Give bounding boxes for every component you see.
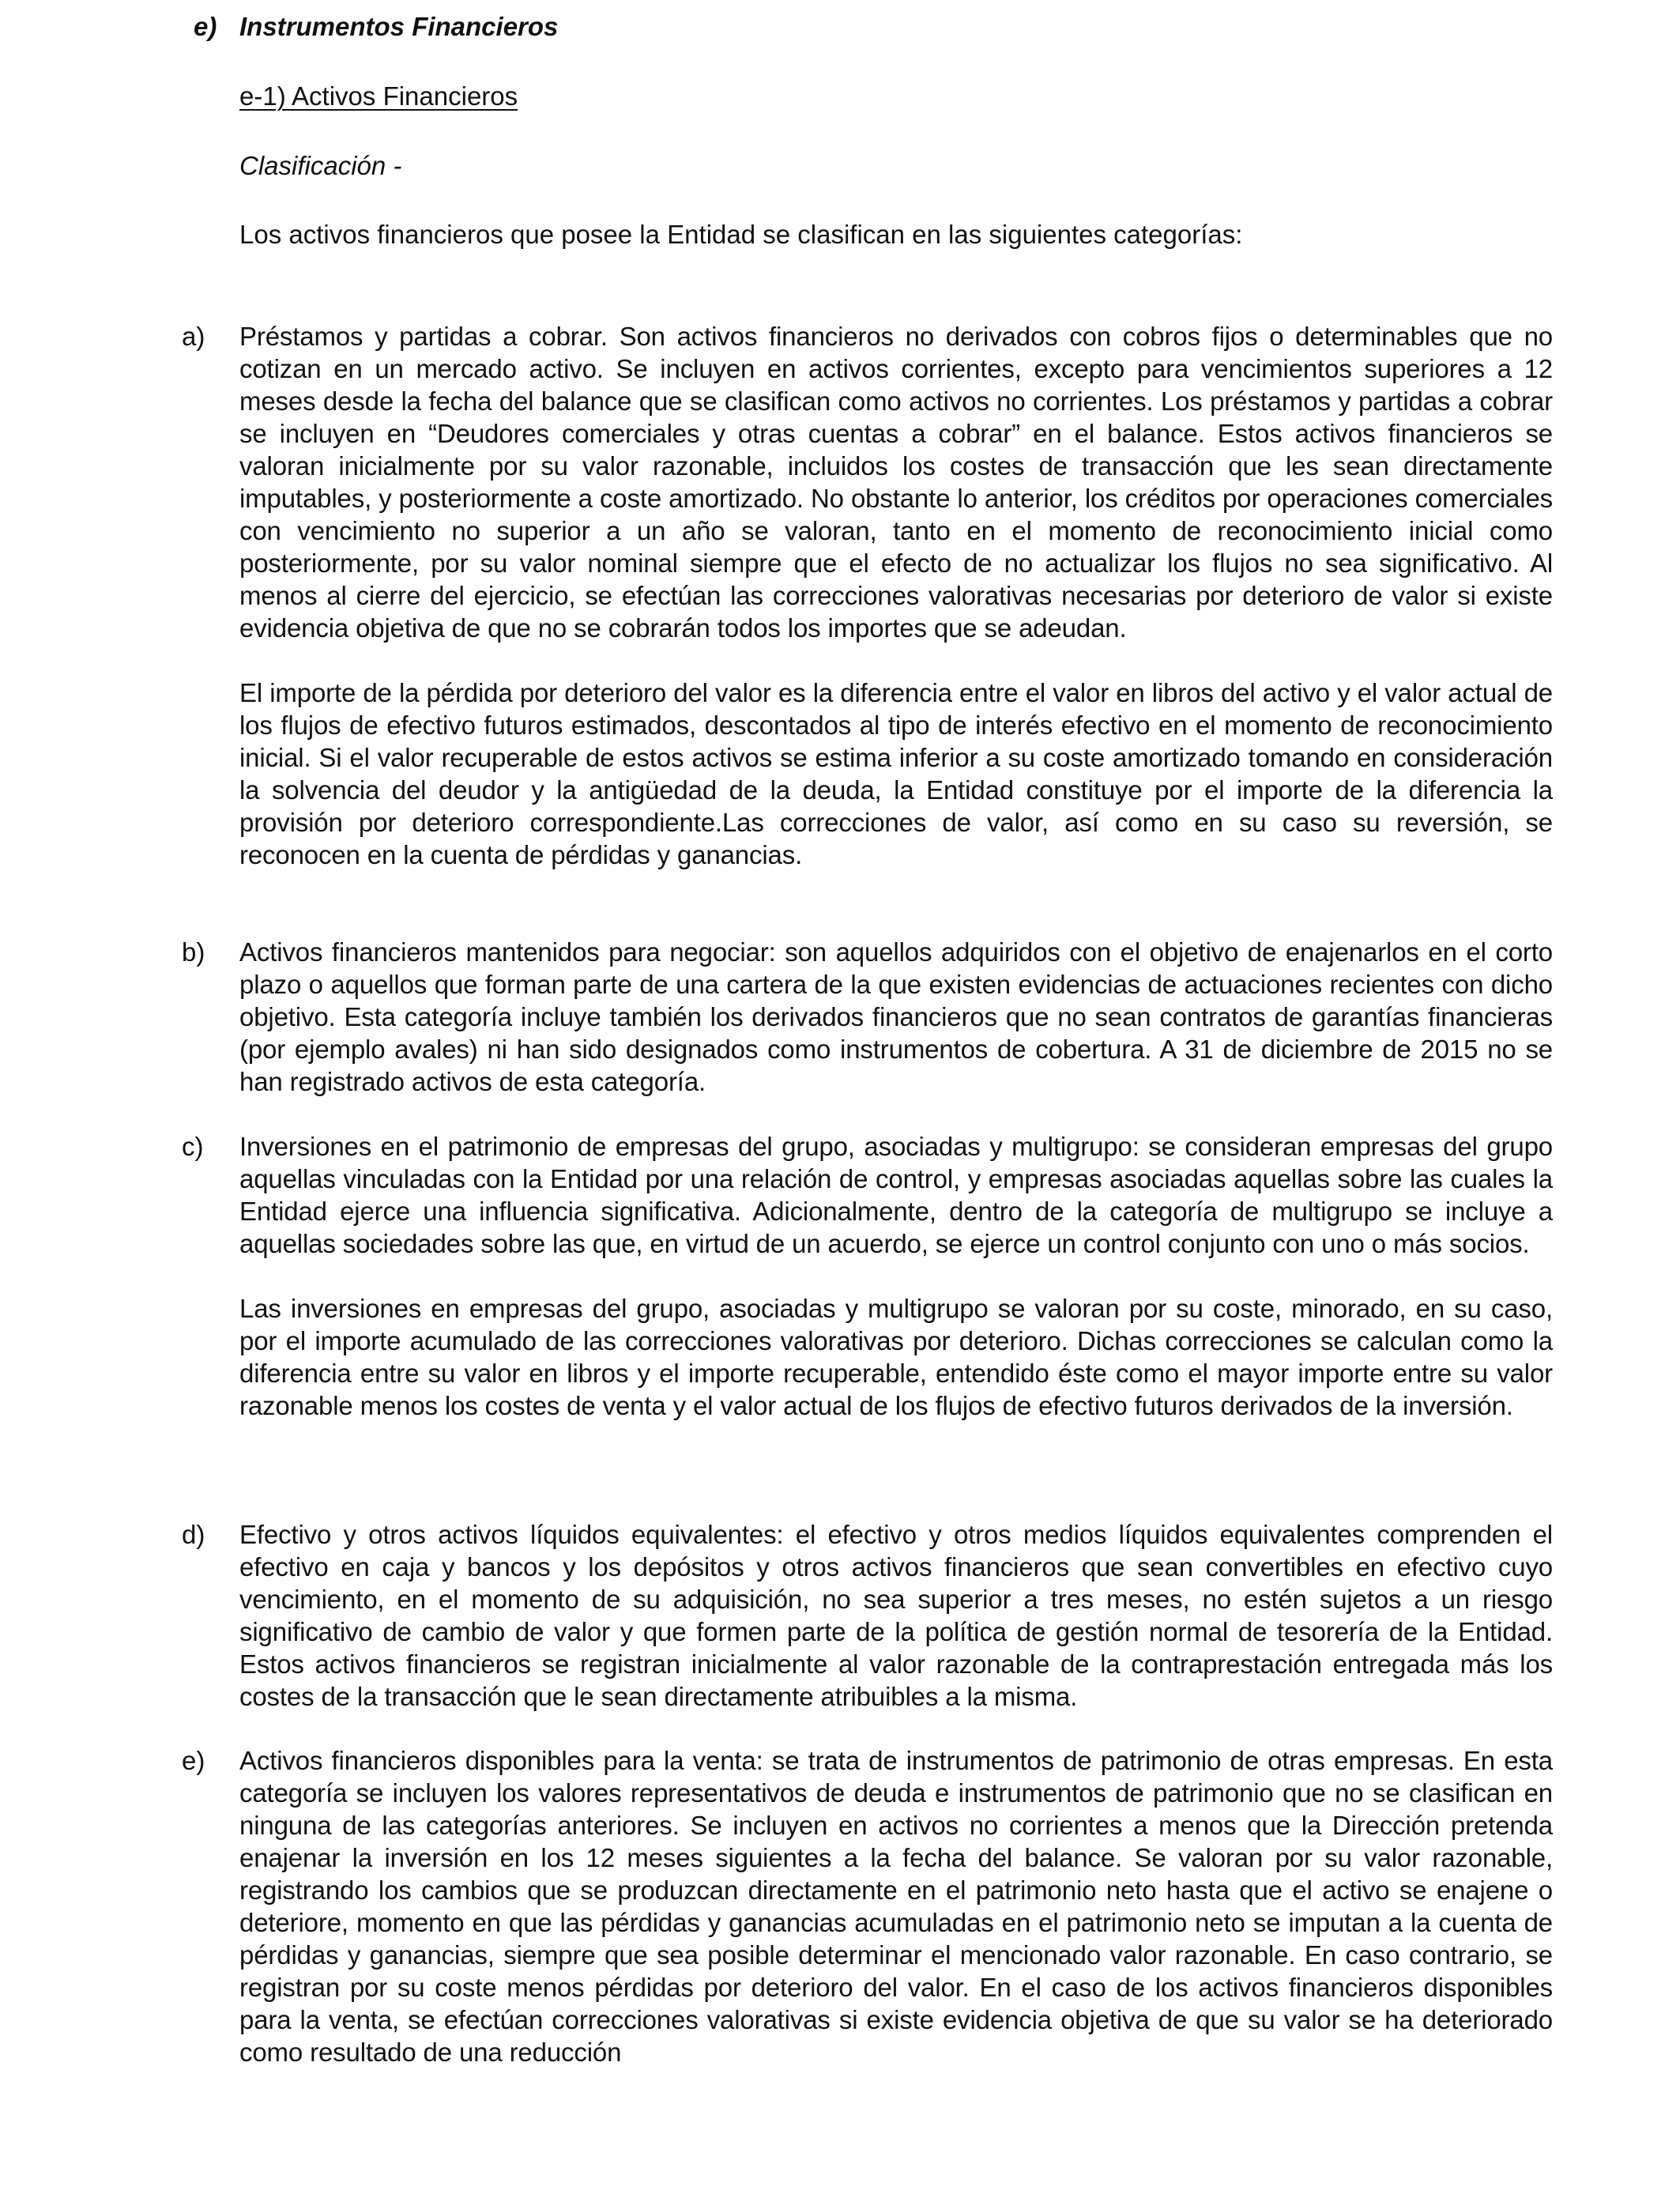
classification-label: Clasificación - (239, 151, 402, 180)
paragraph: Inversiones en el patrimonio de empresas del grupo, asociadas y multigrupo: se consideran empresas del grupo aquellas vinculadas con la Entidad por una relación de control, y empresas asociadas aquellas sobre las cuales la Entidad ejerce una influencia significativa. Adicionalmente, dentro de la categoría de multigrupo se incluye a aquellas sociedades sobre las que, en virtud de un acuerdo, se ejerce un control conjunto con uno o más socios. (239, 1132, 1553, 1258)
list-item-body (239, 1744, 1553, 2101)
list-item-body (239, 936, 1553, 1130)
section-title: Instrumentos Financieros (239, 12, 559, 41)
paragraph: Activos financieros disponibles para la venta: se trata de instrumentos de patrimonio de otras empresas. En esta categoría se incluyen los valores representativos de deuda e instrumentos de patrimonio que no se clasifican en ninguna de las categorías anteriores. Se incluyen en activos no corrientes a menos que la Dirección pretenda enajenar la inversión en los 12 meses siguientes a la fecha del balance. Se valoran por su valor razonable, registrando los cambios que se produzcan directamente en el patrimonio neto hasta que el activo se enajene o deteriore, momento en que las pérdidas y ganancias acumuladas en el patrimonio neto se imputan a la cuenta de pérdidas y ganancias, siempre que sea posible determinar el mencionado valor razonable. En caso contrario, se registran por su coste menos pérdidas por deterioro del valor. En el caso de los activos financieros disponibles para la venta, se efectúan correcciones valorativas si existe evidencia objetiva de que su valor se ha deteriorado como resultado de una reducción (239, 1746, 1553, 2067)
list-item-body (239, 1518, 1553, 1745)
list-marker: d) (182, 1520, 205, 1549)
subsection-heading: e-1) Activos Financieros (239, 81, 518, 111)
list-item-body (239, 320, 1553, 903)
paragraph: Las inversiones en empresas del grupo, asociadas y multigrupo se valoran por su coste, minorado, en su caso, por el importe acumulado de las correcciones valorativas por deterioro. Dichas correcciones se calculan como la diferencia entre su valor en libros y el importe recuperable, entendido éste como el mayor importe entre su valor razonable menos los costes de venta y el valor actual de los flujos de efectivo futuros derivados de la inversión. (239, 1294, 1553, 1420)
section-letter: e) (194, 12, 217, 41)
section-heading (194, 11, 558, 43)
paragraph: Activos financieros mantenidos para negociar: son aquellos adquiridos con el objetivo de enajenarlos en el corto plazo o aquellos que forman parte de una cartera de la que existen evidencias de actuaciones recientes con dicho objetivo. Esta categoría incluye también los derivados financieros que no sean contratos de garantías financieras (por ejemplo avales) ni han sido designados como instrumentos de cobertura. A 31 de diciembre de 2015 no se han registrado activos de esta categoría. (239, 937, 1553, 1096)
list-marker: c) (182, 1132, 204, 1161)
list-marker: b) (182, 937, 205, 967)
paragraph: El importe de la pérdida por deterioro del valor es la diferencia entre el valor en libros del activo y el valor actual de los flujos de efectivo futuros estimados, descontados al tipo de interés efectivo en el momento de reconocimiento inicial. Si el valor recuperable de estos activos se estima inferior a su coste amortizado tomando en consideración la solvencia del deudor y la antigüedad de la deuda, la Entidad constituye por el importe de la diferencia la provisión por deterioro correspondiente.Las correcciones de valor, así como en su caso su reversión, se reconocen en la cuenta de pérdidas y ganancias. (239, 678, 1553, 869)
paragraph: Préstamos y partidas a cobrar. Son activos financieros no derivados con cobros fijos o determinables que no cotizan en un mercado activo. Se incluyen en activos corrientes, excepto para vencimientos superiores a 12 meses desde la fecha del balance que se clasifican como activos no corrientes. Los préstamos y partidas a cobrar se incluyen en “Deudores comerciales y otras cuentas a cobrar” en el balance. Estos activos financieros se valoran inicialmente por su valor razonable, incluidos los costes de transacción que les sean directamente imputables, y posteriormente a coste amortizado. No obstante lo anterior, los créditos por operaciones comerciales con vencimiento no superior a un año se valoran, tanto en el momento de reconocimiento inicial como posteriormente, por su valor nominal siempre que el efecto de no actualizar los flujos no sea significativo. Al menos al cierre del ejercicio, se efectúan las correcciones valorativas necesarias por deterioro de valor si existe evidencia objetiva de que no se cobrarán todos los importes que se adeudan. (239, 322, 1553, 643)
paragraph: Efectivo y otros activos líquidos equivalentes: el efectivo y otros medios líquidos equivalentes comprenden el efectivo en caja y bancos y los depósitos y otros activos financieros que sean convertibles en efectivo cuyo vencimiento, en el momento de su adquisición, no sea superior a tres meses, no estén sujetos a un riesgo significativo de cambio de valor y que formen parte de la política de gestión normal de tesorería de la Entidad. Estos activos financieros se registran inicialmente al valor razonable de la contraprestación entregada más los costes de la transacción que le sean directamente atribuibles a la misma. (239, 1520, 1553, 1711)
intro-text: Los activos financieros que posee la Entidad se clasifican en las siguientes categorías: (239, 220, 1243, 249)
list-marker: a) (182, 322, 205, 351)
list-item-body (239, 1130, 1553, 1454)
list-marker: e) (182, 1746, 205, 1775)
